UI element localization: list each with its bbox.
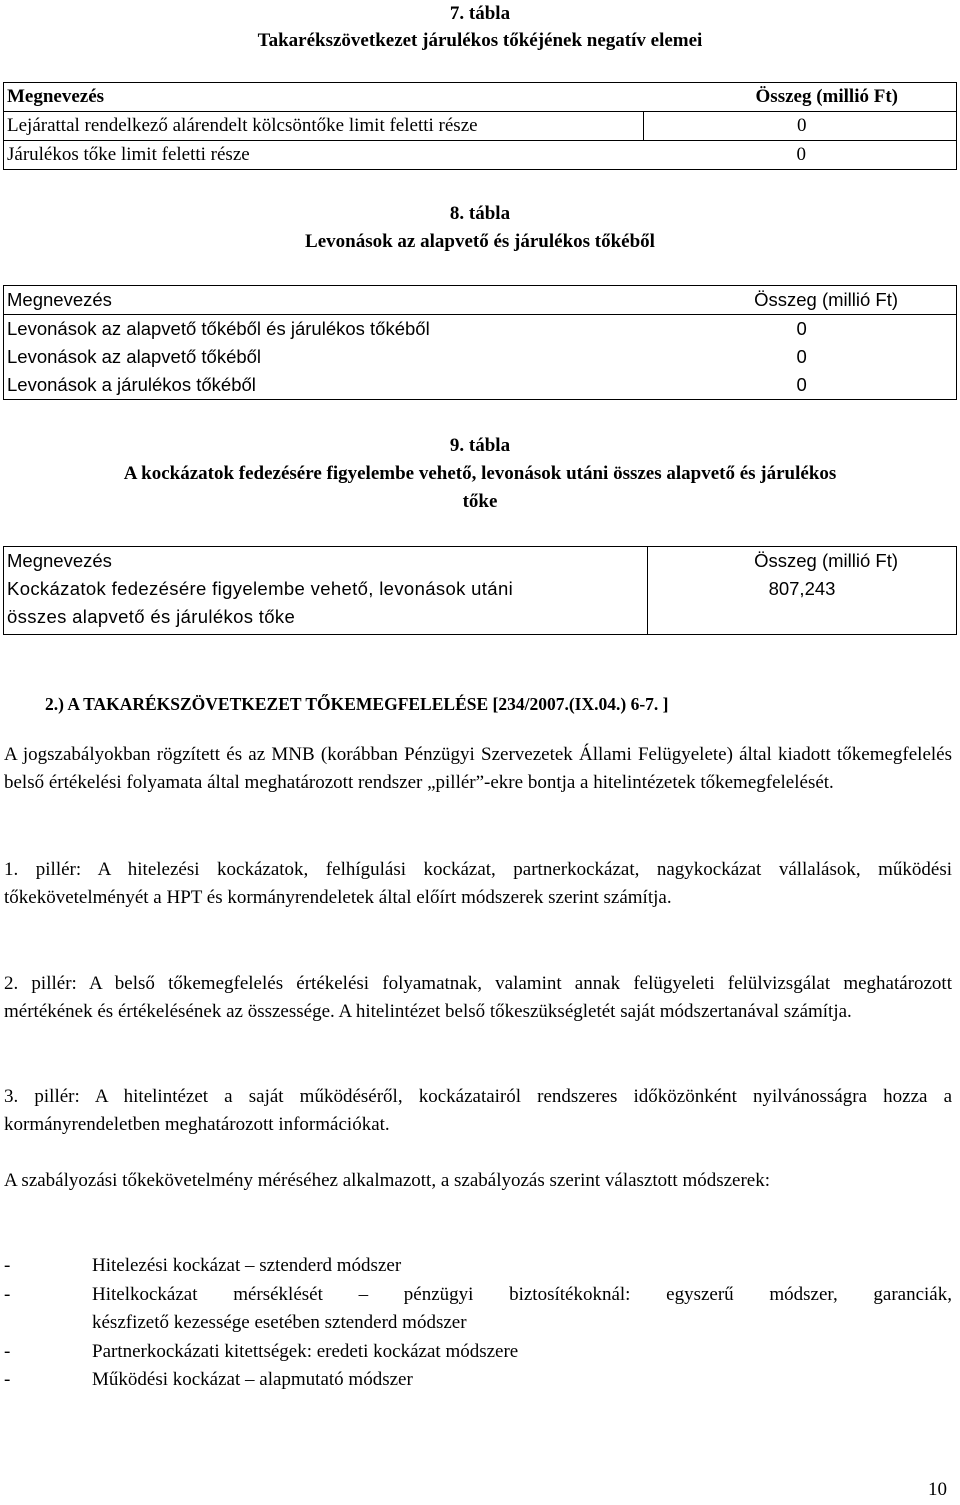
table9 — [3, 546, 957, 635]
row-name: Levonások az alapvető tőkéből — [4, 343, 644, 371]
list-item-text: Partnerkockázati kitettségek: eredeti kockázat módszere — [92, 1341, 519, 1362]
table-row — [4, 371, 957, 400]
header-amount: Összeg (millió Ft) — [755, 86, 898, 107]
table-header-row — [4, 547, 957, 576]
paragraph-text: A szabályozási tőkekövetelmény méréséhez alkalmazott, a szabályozás szerint választott módszerek: — [4, 1170, 771, 1191]
row-value: 807,243 — [648, 575, 957, 635]
table9-title-line1: A kockázatok fedezésére figyelembe vehető, levonások utáni összes alapvető és járulékos — [123, 463, 837, 484]
table9-number: 9. tábla — [449, 435, 511, 456]
row-value: 0 — [644, 141, 957, 170]
table-row — [4, 141, 957, 170]
table8 — [3, 285, 957, 400]
table-row — [4, 343, 957, 371]
table-row — [4, 315, 957, 344]
paragraph-intro — [4, 741, 952, 797]
paragraph-pillar-1 — [4, 856, 952, 912]
table-header-row — [4, 286, 957, 315]
table8-title: Levonások az alapvető és járulékos tőkéből — [305, 231, 655, 252]
row-name: Levonások a járulékos tőkéből — [4, 371, 644, 400]
header-amount: Összeg (millió Ft) — [754, 289, 898, 310]
list-dash: - — [4, 1369, 11, 1390]
list-item-text: Hitelezési kockázat – sztenderd módszer — [92, 1255, 402, 1276]
table8-number: 8. tábla — [449, 203, 511, 224]
paragraph-pillar-3 — [4, 1083, 952, 1139]
section-heading: 2.) A TAKARÉKSZÖVETKEZET TŐKEMEGFELELÉSE [234/2007.(IX.04.) 6-7. ] — [45, 694, 669, 714]
header-name: Megnevezés — [7, 86, 105, 107]
row-value: 0 — [644, 315, 957, 344]
list-dash: - — [4, 1341, 11, 1362]
page-number: 10 — [928, 1479, 947, 1500]
paragraph-text: A jogszabályokban rögzített és az MNB (korábban Pénzügyi Szervezetek Állami Felügyelete) által kiadott tőkemegfelelés belső értékelési folyamata által meghatározott rendszer „pillér”-ekre bontja a hitelintézetek tőkemegfelelését. — [4, 744, 952, 793]
list-item-text: Működési kockázat – alapmutató módszer — [92, 1369, 413, 1390]
header-name: Megnevezés — [7, 289, 112, 310]
table-row — [4, 112, 957, 141]
row-value: 0 — [644, 371, 957, 400]
row-name-line2: összes alapvető és járulékos tőke — [7, 606, 296, 627]
table-row — [4, 575, 957, 635]
row-name: Járulékos tőke limit feletti része — [4, 141, 644, 170]
header-amount: Összeg (millió Ft) — [648, 547, 957, 576]
table7-title: Takarékszövetkezet járulékos tőkéjének negatív elemei — [257, 30, 703, 51]
table7 — [3, 82, 957, 170]
list-dash: - — [4, 1284, 11, 1305]
paragraph-methods — [4, 1167, 952, 1195]
paragraph-text: 1. pillér: A hitelezési kockázatok, felhígulási kockázat, partnerkockázat, nagykockázat vállalások, működési tőkekövetelményét a HPT és kormányrendeletek által előírt módszerek szerint számítja. — [4, 859, 952, 908]
paragraph-text: 2. pillér: A belső tőkemegfelelés értékelési folyamatnak, valamint annak felügyeleti felülvizsgálat meghatározott mértékének és értékelésének az összessége. A hitelintézet belső tőkeszükségletét saját módszertanával számítja. — [4, 973, 952, 1022]
list-item-text-line2: készfizető kezessége esetében sztenderd módszer — [92, 1312, 467, 1333]
paragraph-pillar-2 — [4, 970, 952, 1026]
table-header-row — [4, 83, 957, 112]
row-value: 0 — [644, 112, 957, 141]
header-name: Megnevezés — [4, 547, 648, 576]
list-item-text: Hitelkockázat mérséklését – pénzügyi biztosítékoknál: egyszerű módszer, garanciák, — [92, 1284, 952, 1305]
table7-number: 7. tábla — [449, 3, 511, 24]
row-name: Levonások az alapvető tőkéből és járulékos tőkéből — [4, 315, 644, 344]
row-name: Lejárattal rendelkező alárendelt kölcsöntőke limit feletti része — [4, 112, 644, 141]
table9-title-line2: tőke — [462, 491, 498, 512]
list-dash: - — [4, 1255, 11, 1276]
paragraph-text: 3. pillér: A hitelintézet a saját működéséről, kockázatairól rendszeres időközönként nyilvánosságra hozza a kormányrendeletben meghatározott információkat. — [4, 1086, 952, 1135]
row-name-line1: Kockázatok fedezésére figyelembe vehető, levonások utáni — [7, 578, 514, 599]
row-value: 0 — [644, 343, 957, 371]
